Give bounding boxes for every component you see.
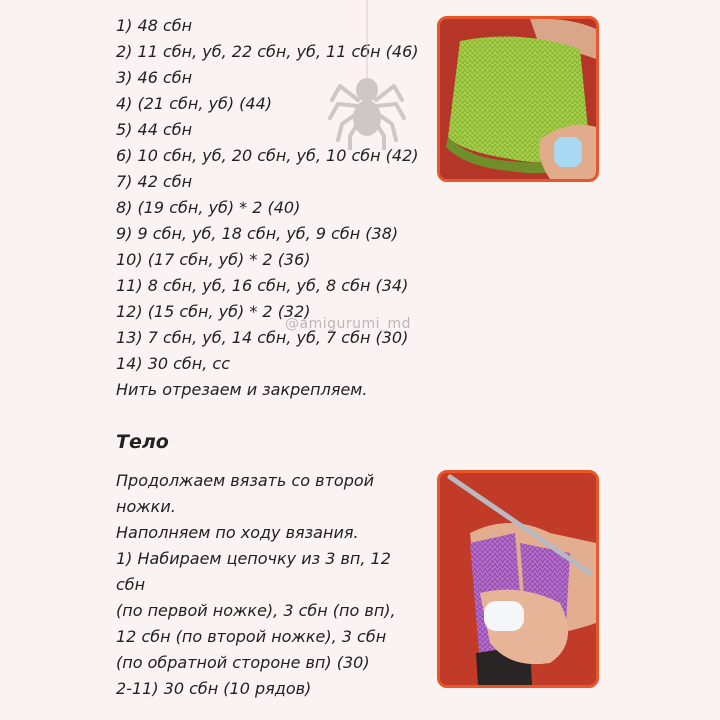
row-2: 2) 11 сбн, уб, 22 сбн, уб, 11 сбн (46): [116, 42, 419, 61]
row-7: 7) 42 сбн: [116, 172, 193, 191]
row-3: 3) 46 сбн: [116, 68, 193, 87]
photo-body-piece-image: [440, 473, 596, 685]
section-title: Тело: [116, 431, 169, 453]
finish-note: Нить отрезаем и закрепляем.: [116, 380, 368, 399]
row-12: 12) (15 сбн, уб) * 2 (32): [116, 302, 311, 321]
row-13: 13) 7 сбн, уб, 14 сбн, уб, 7 сбн (30): [116, 328, 409, 347]
row-6: 6) 10 сбн, уб, 20 сбн, уб, 10 сбн (42): [116, 146, 419, 165]
body-line-9: 2-11) 30 сбн (10 рядов): [116, 679, 312, 698]
photo-leg-piece: [437, 16, 599, 182]
watermark-text: @amigurumi_md: [285, 316, 412, 332]
body-line-7: 12 сбн (по второй ножке), 3 сбн: [116, 627, 387, 646]
row-4: 4) (21 сбн, уб) (44): [116, 94, 272, 113]
body-line-1: Продолжаем вязать со второй: [116, 471, 375, 490]
row-9: 9) 9 сбн, уб, 18 сбн, уб, 9 сбн (38): [116, 224, 399, 243]
row-11: 11) 8 сбн, уб, 16 сбн, уб, 8 сбн (34): [116, 276, 409, 295]
row-5: 5) 44 сбн: [116, 120, 193, 139]
body-line-3: Наполняем по ходу вязания.: [116, 523, 359, 542]
photo-leg-piece-image: [440, 19, 596, 179]
body-line-4: 1) Набираем цепочку из 3 вп, 12: [116, 549, 391, 568]
body-line-8: (по обратной стороне вп) (30): [116, 653, 370, 672]
pattern-rows-part2: [116, 468, 396, 702]
photo-body-piece: [437, 470, 599, 688]
row-14: 14) 30 сбн, сс: [116, 354, 231, 373]
body-line-5: сбн: [116, 575, 146, 594]
body-line-2: ножки.: [116, 497, 176, 516]
body-line-6: (по первой ножке), 3 сбн (по вп),: [116, 601, 396, 620]
row-1: 1) 48 сбн: [116, 16, 193, 35]
row-8: 8) (19 сбн, уб) * 2 (40): [116, 198, 301, 217]
spider-icon: [328, 0, 406, 150]
row-10: 10) (17 сбн, уб) * 2 (36): [116, 250, 311, 269]
